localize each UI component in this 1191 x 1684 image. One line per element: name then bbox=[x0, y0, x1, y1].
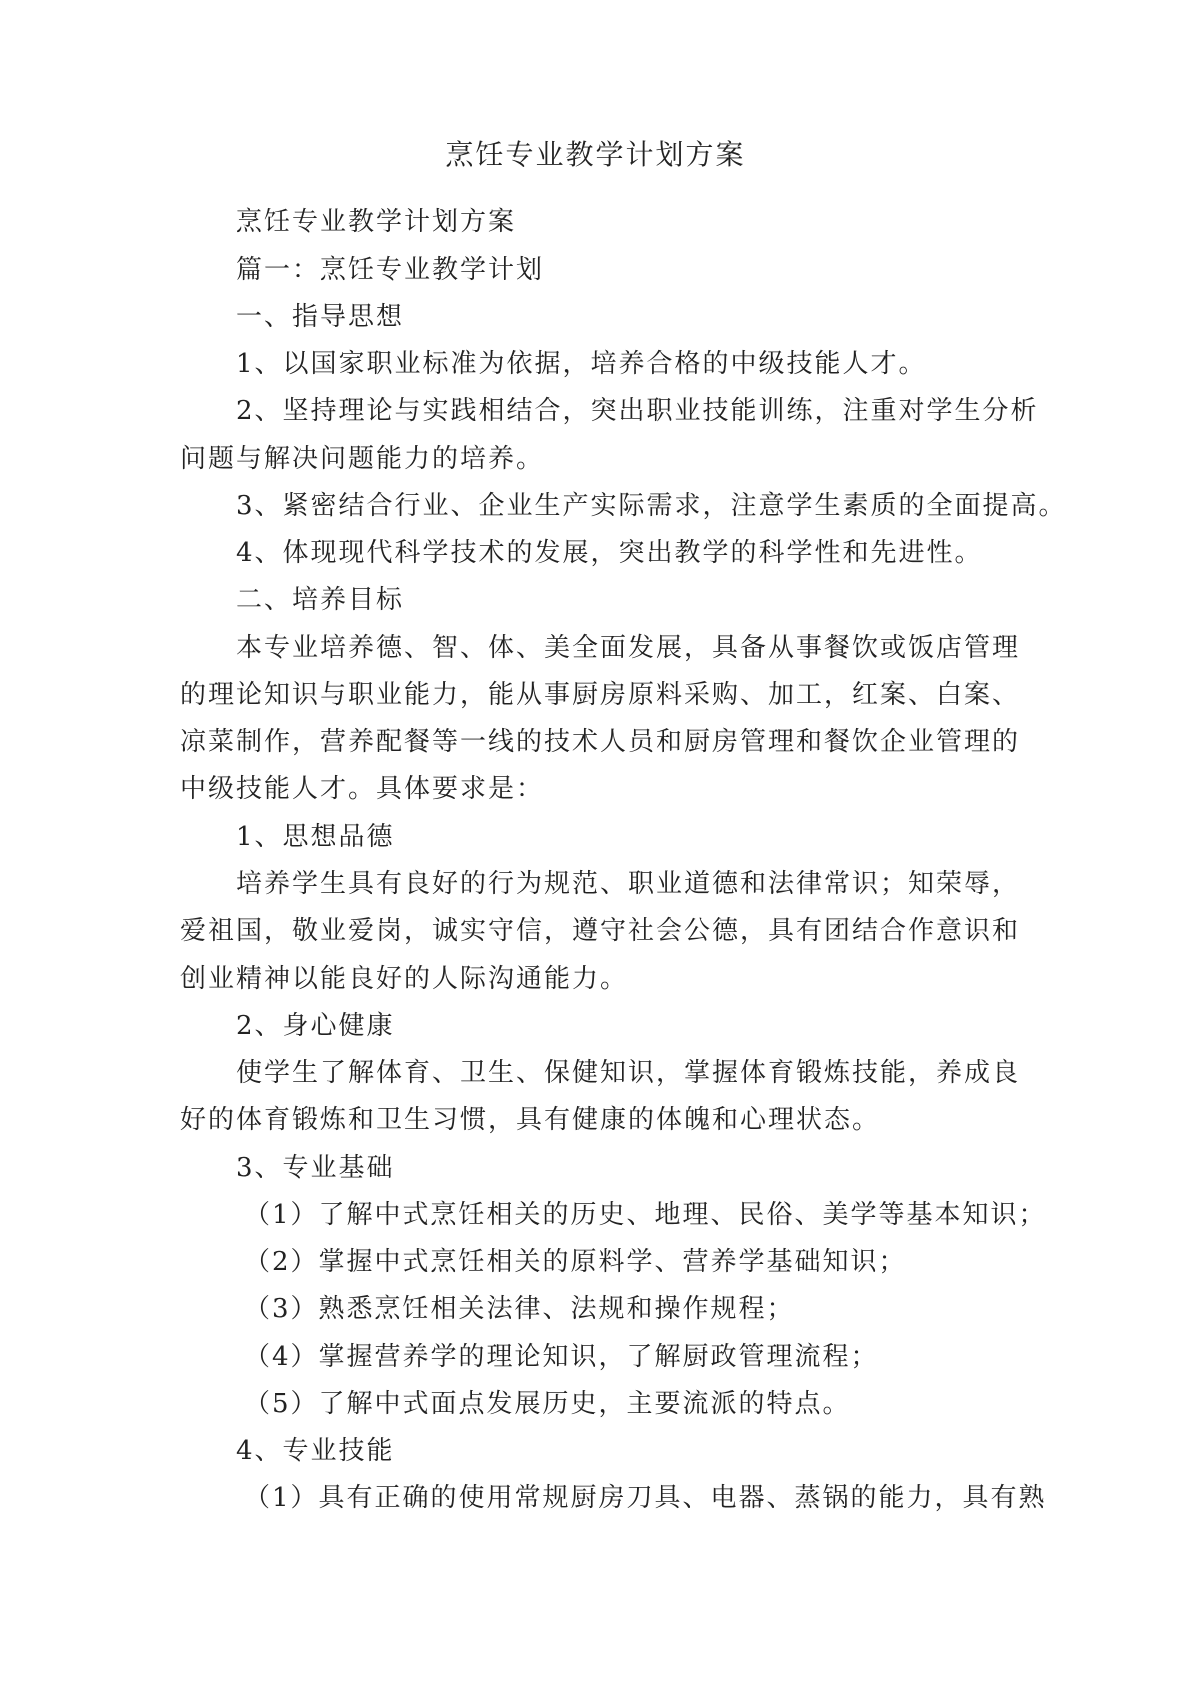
list-item: （1）具有正确的使用常规厨房刀具、电器、蒸锅的能力，具有熟 bbox=[244, 1483, 1047, 1513]
section-heading: 二、培养目标 bbox=[236, 585, 405, 615]
paragraph-line: 中级技能人才。具体要求是： bbox=[180, 774, 545, 804]
list-item: （1）了解中式烹饪相关的历史、地理、民俗、美学等基本知识； bbox=[244, 1200, 1047, 1230]
paragraph-line: 问题与解决问题能力的培养。 bbox=[180, 444, 545, 474]
list-item: （2）掌握中式烹饪相关的原料学、营养学基础知识； bbox=[244, 1247, 907, 1277]
section-heading: 一、指导思想 bbox=[236, 302, 405, 332]
paragraph-line: 创业精神以能良好的人际沟通能力。 bbox=[180, 964, 629, 994]
subsection-heading: 2、身心健康 bbox=[236, 1011, 395, 1041]
paragraph-line: 凉菜制作，营养配餐等一线的技术人员和厨房管理和餐饮企业管理的 bbox=[180, 727, 1021, 757]
paragraph-line: 爱祖国，敬业爱岗，诚实守信，遵守社会公德，具有团结合作意识和 bbox=[180, 916, 1021, 946]
list-item: （5）了解中式面点发展历史，主要流派的特点。 bbox=[244, 1389, 851, 1419]
paragraph-line: 本专业培养德、智、体、美全面发展，具备从事餐饮或饭店管理 bbox=[236, 633, 1021, 663]
paragraph-line: 使学生了解体育、卫生、保健知识，掌握体育锻炼技能，养成良 bbox=[236, 1058, 1021, 1088]
paragraph-line: 好的体育锻炼和卫生习惯，具有健康的体魄和心理状态。 bbox=[180, 1105, 881, 1135]
subsection-heading: 4、专业技能 bbox=[236, 1436, 395, 1466]
paragraph-line: 的理论知识与职业能力，能从事厨房原料采购、加工，红案、白案、 bbox=[180, 680, 1021, 710]
subsection-heading: 3、专业基础 bbox=[236, 1153, 395, 1183]
paragraph-line: 3、紧密结合行业、企业生产实际需求，注意学生素质的全面提高。 bbox=[236, 491, 1067, 521]
document-subtitle: 烹饪专业教学计划方案 bbox=[236, 207, 517, 237]
paragraph-line: 培养学生具有良好的行为规范、职业道德和法律常识；知荣辱， bbox=[236, 869, 1021, 899]
list-item: （4）掌握营养学的理论知识，了解厨政管理流程； bbox=[244, 1342, 879, 1372]
section-heading: 篇一：烹饪专业教学计划 bbox=[236, 255, 545, 285]
paragraph-line: 2、坚持理论与实践相结合，突出职业技能训练，注重对学生分析 bbox=[236, 396, 1039, 426]
subsection-heading: 1、思想品德 bbox=[236, 822, 395, 852]
page-title: 烹饪专业教学计划方案 bbox=[445, 138, 746, 171]
list-item: （3）熟悉烹饪相关法律、法规和操作规程； bbox=[244, 1294, 795, 1324]
paragraph-line: 1、以国家职业标准为依据，培养合格的中级技能人才。 bbox=[236, 349, 927, 379]
paragraph-line: 4、体现现代科学技术的发展，突出教学的科学性和先进性。 bbox=[236, 538, 983, 568]
